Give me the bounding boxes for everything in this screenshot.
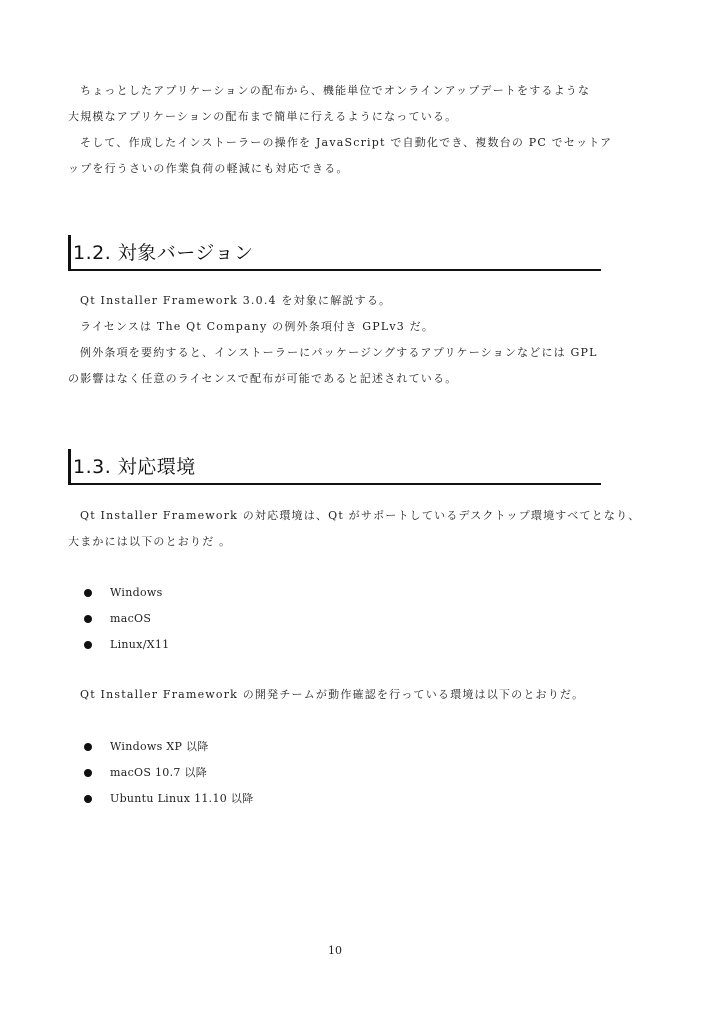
list-item-text: macOS 10.7 以降	[110, 766, 208, 779]
list-item-text: Linux/X11	[110, 638, 170, 651]
list-item-text: Windows XP 以降	[110, 740, 209, 753]
bullet-icon	[84, 641, 92, 649]
version-section-body	[68, 288, 602, 392]
environment-section-body	[68, 503, 641, 555]
section-heading-version	[68, 235, 601, 271]
list-item-text: Ubuntu Linux 11.10 以降	[110, 792, 254, 805]
bullet-icon	[84, 589, 92, 597]
paragraph-line: 大まかには以下のとおりだ 。	[68, 535, 232, 548]
version-paragraph-1	[68, 288, 602, 314]
paragraph-line: Qt Installer Framework 3.0.4 を対象に解説する。	[80, 294, 392, 307]
intro-paragraph-1	[68, 78, 602, 130]
paragraph-line: 例外条項を要約すると、インストーラーにパッケージングするアプリケーションなどには GPL	[80, 346, 598, 359]
version-paragraph-3	[68, 340, 602, 392]
section-heading-environment	[68, 449, 601, 485]
environment-paragraph-1	[68, 503, 641, 555]
paragraph-line: そして、作成したインストーラーの操作を JavaScript で自動化でき、複数台の PC でセットア	[80, 136, 613, 149]
dev-team-section	[68, 682, 602, 708]
version-paragraph-2	[68, 314, 602, 340]
paragraph-line: Qt Installer Framework の開発チームが動作確認を行っている環境は以下のとおりだ。	[80, 688, 585, 701]
paragraph-line: ップを行うさいの作業負荷の軽減にも対応できる。	[68, 162, 349, 175]
paragraph-line: 大規模なアプリケーションの配布まで簡単に行えるようになっている。	[68, 110, 458, 123]
paragraph-line: Qt Installer Framework の対応環境は、Qt がサポートしているデスクトップ環境すべてとなり、	[80, 509, 641, 522]
list-item-text: macOS	[110, 612, 152, 625]
bullet-icon	[84, 769, 92, 777]
section-title: 1.3. 対応環境	[73, 456, 196, 478]
bullet-icon	[84, 795, 92, 803]
paragraph-line: ライセンスは The Qt Company の例外条項付き GPLv3 だ。	[80, 320, 435, 333]
dev-team-paragraph	[68, 682, 602, 708]
intro-section	[68, 78, 613, 182]
section-title: 1.2. 対象バージョン	[73, 242, 254, 264]
page-number: 10	[328, 944, 342, 957]
bullet-icon	[84, 615, 92, 623]
document-page	[68, 0, 641, 1024]
list-item-text: Windows	[110, 586, 163, 599]
paragraph-line: の影響はなく任意のライセンスで配布が可能であると記述されている。	[68, 372, 458, 385]
intro-paragraph-2	[68, 130, 613, 182]
bullet-icon	[84, 743, 92, 751]
paragraph-line: ちょっとしたアプリケーションの配布から、機能単位でオンラインアップデートをするような	[80, 84, 591, 97]
